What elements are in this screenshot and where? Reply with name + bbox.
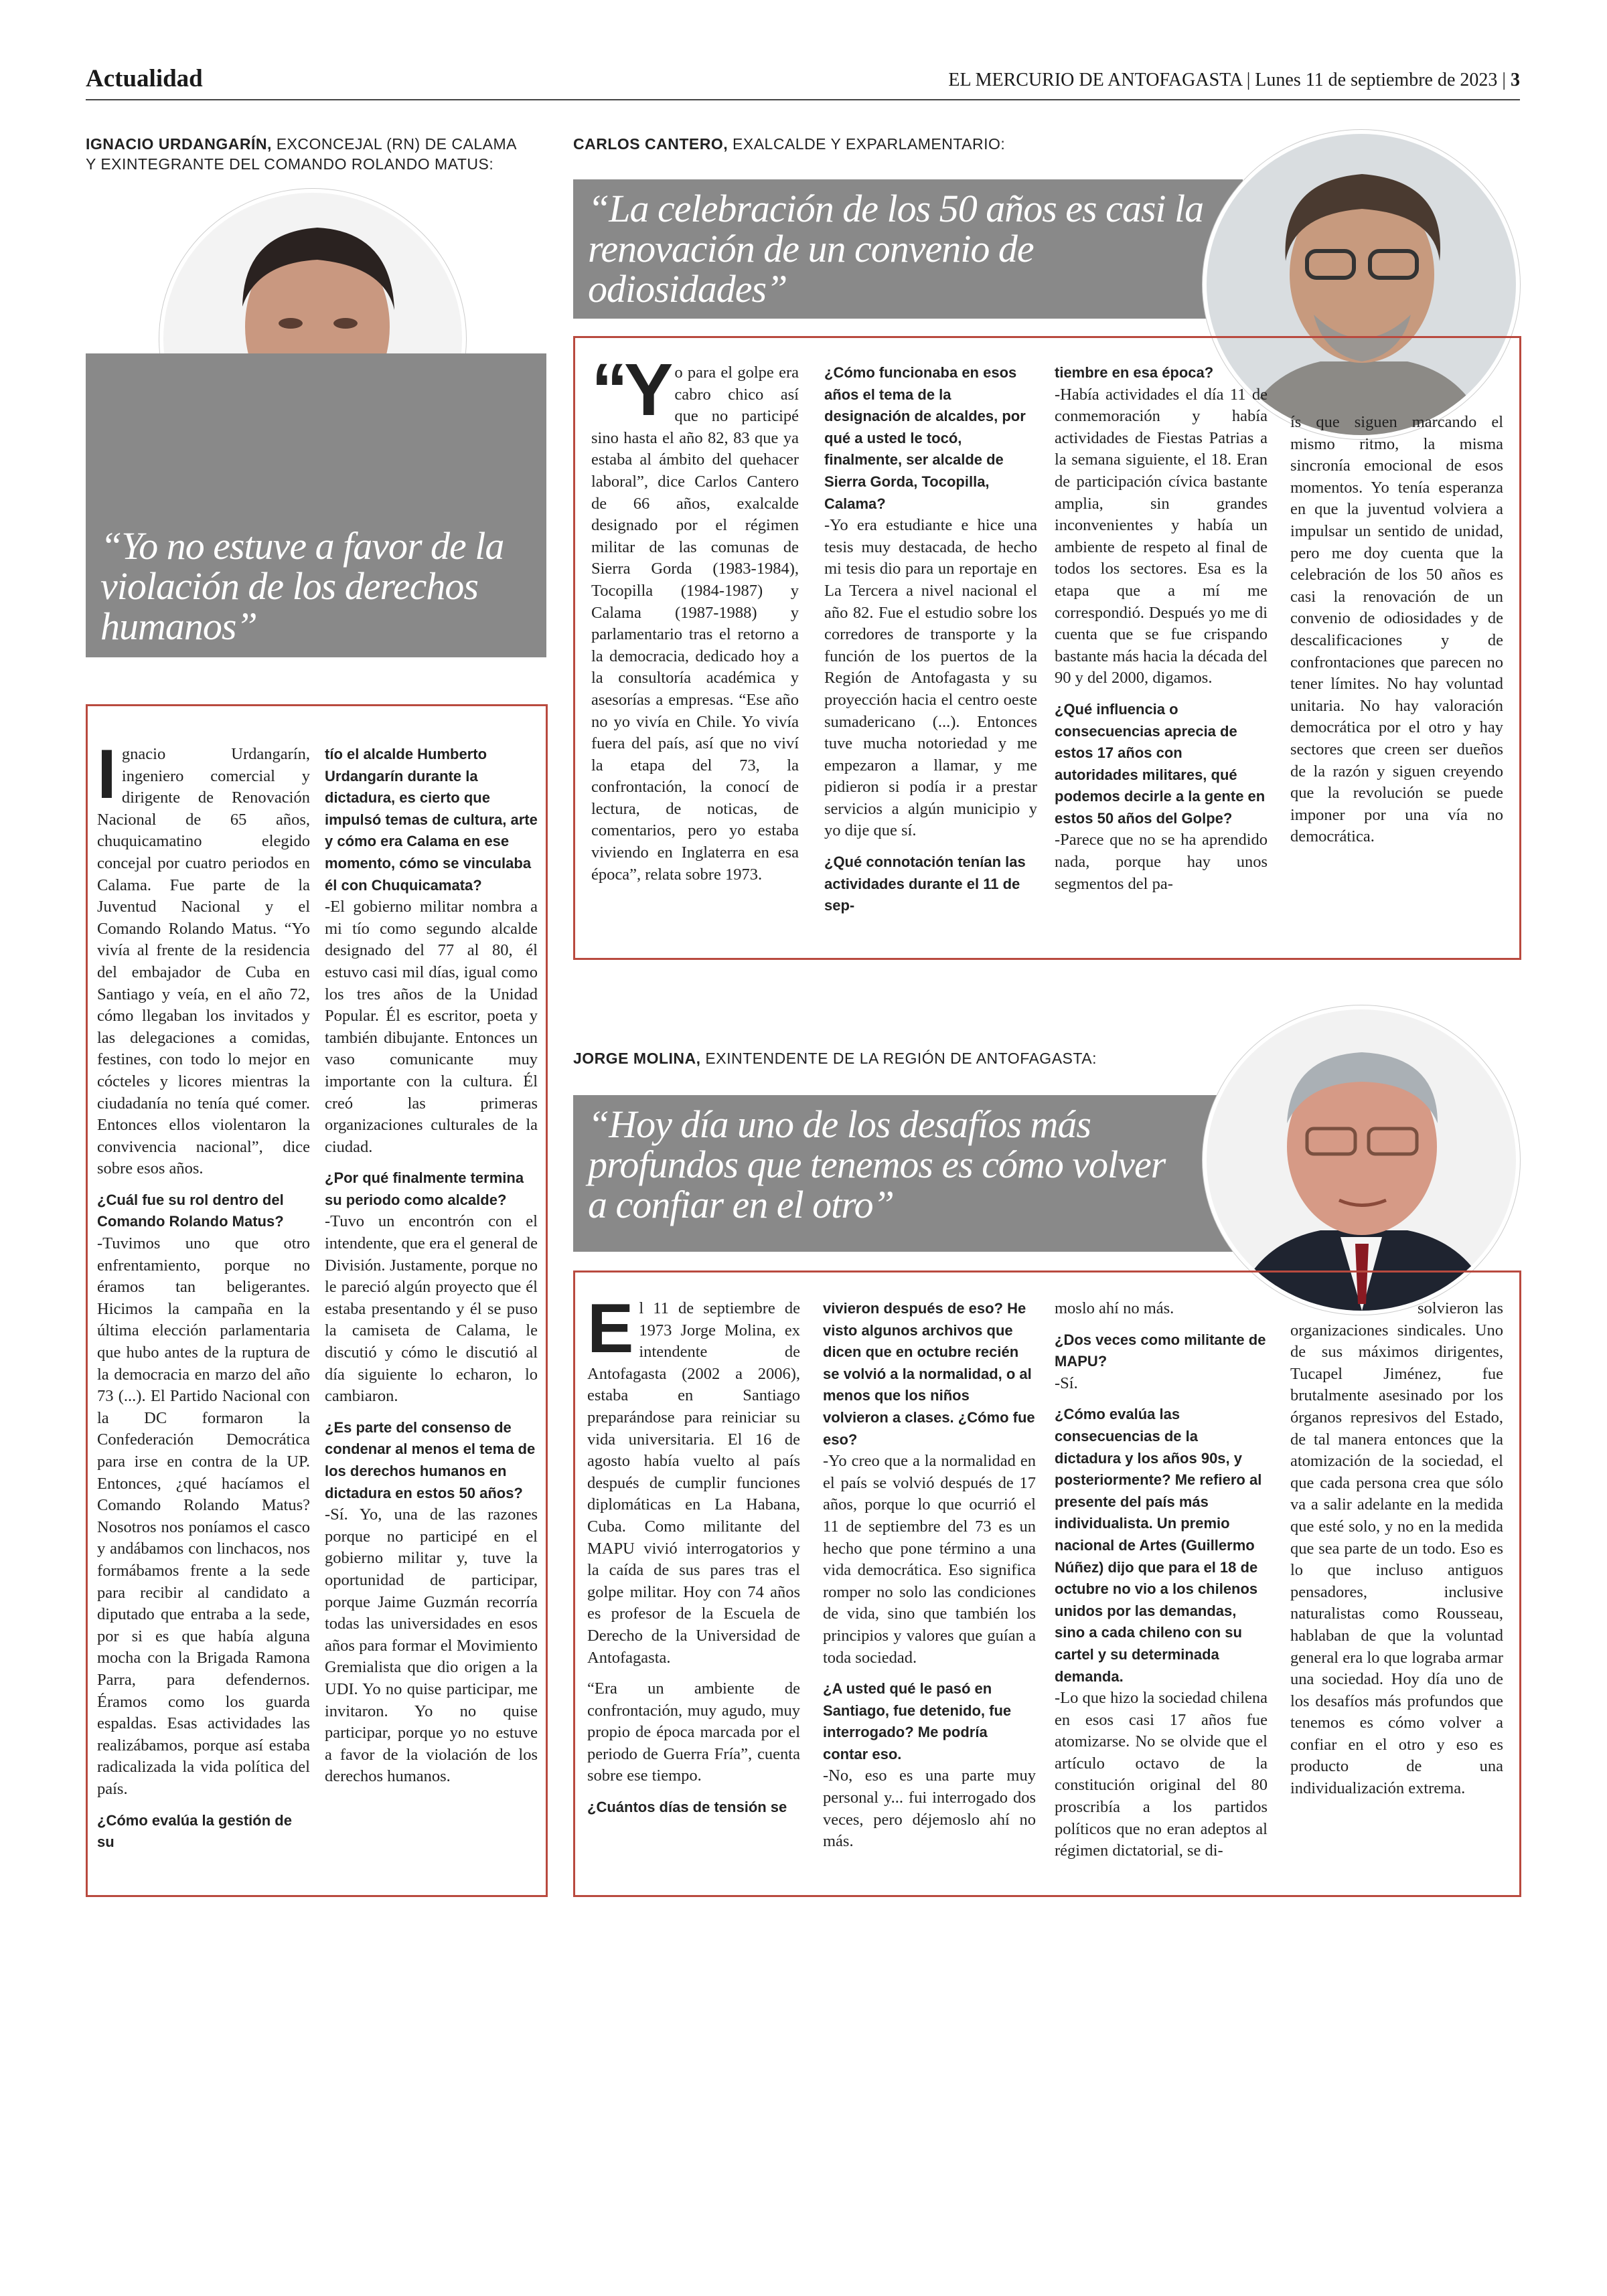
divider: | xyxy=(1246,70,1255,90)
portrait-molina xyxy=(1203,1005,1520,1315)
pull-quote-molina xyxy=(573,1095,1243,1252)
question: ¿Es parte del consenso de condenar al menos el tema de los derechos humanos en dictadura en estos 50 años? xyxy=(325,1418,536,1501)
byline-name: CARLOS CANTERO, xyxy=(573,135,729,153)
byline-role: EXINTENDENTE DE LA REGIÓN DE ANTOFAGASTA: xyxy=(705,1050,1097,1067)
divider: | xyxy=(1502,70,1511,90)
byline-name: IGNACIO URDANGARÍN, xyxy=(86,135,272,153)
question: ¿Por qué finalmente termina su periodo como alcalde? xyxy=(325,1169,524,1208)
article-box-urdangarin xyxy=(86,704,548,1897)
paragraph: -Tuvo un encontrón con el intendente, que era el general de División. Justamente, porque no le pareció algún proyecto que él estaba presentando y él se puso la camiseta de Calama, le discutió y cómo le discutió al día siguiente lo echaron, lo cambiaron. xyxy=(325,1212,538,1406)
page-number: 3 xyxy=(1511,70,1520,90)
drop-cap: I xyxy=(97,736,117,813)
article-box-molina xyxy=(573,1270,1521,1897)
question: ¿A usted qué le pasó en Santiago, fue detenido, fue interrogado? Me podría contar eso. xyxy=(823,1680,1012,1762)
paragraph: -El gobierno militar nombra a mi tío como segundo alcalde designado del 77 al 80, él estuvo casi mil días, igual como los tres años de la Unidad Popular. Él es escritor, poeta y también dibujante. Entonces un vaso comunicante muy importante con la cultura. Él creó las primeras organizaciones culturales de la ciudad. xyxy=(325,898,538,1156)
paragraph: “Era un ambiente de confrontación, muy agudo, muy propio de época marcada por el periodo de Guerra Fría”, cuenta sobre ese tiempo. xyxy=(587,1679,800,1785)
question: ¿Cómo evalúa las consecuencias de la dictadura y los años 90s, y posteriormente? Me refiero al presente del país más individualista. Un premio nacional de Artes (Guillermo Núñez) dijo que para el 18 de octubre no vio a los chilenos unidos por las demandas, sino a cada chileno con su cartel y su determinada demanda. xyxy=(1055,1406,1262,1685)
question: ¿Qué influencia o consecuencias aprecia de estos 17 años con autoridades militares, qué podemos decirle a la gente en estos 50 años del Golpe? xyxy=(1055,700,1266,827)
quote-text: “Hoy día uno de los desafíos más profundos que tenemos es cómo volver a confiar en el otro” xyxy=(588,1102,1166,1226)
masthead xyxy=(948,70,1520,91)
paragraph: gnacio Urdangarín, ingeniero comercial y dirigente de Renovación Nacional de 65 años, chuquicamatino elegido concejal por cuatro periodos en Calama. Fue parte de la Juventud Nacional y el Comando Rolando Matus. “Yo vivía al frente de la residencia del embajador de Cuba en Santiago y veía, en el año 72, cómo llegaban los invitados y las delegaciones a comidas, festines, con todo lo mejor en cócteles y licores mientras la ciudadanía no tenía qué comer. Entonces ellos violentaron la convivencia nacional”, dice sobre esos años. xyxy=(97,745,310,1178)
column-3 xyxy=(1055,362,1268,895)
column-1 xyxy=(97,736,310,1854)
column-2 xyxy=(325,744,538,1788)
column-3 xyxy=(1055,1298,1268,1862)
byline-role: EXALCALDE Y EXPARLAMENTARIO: xyxy=(733,135,1006,153)
paragraph: -No, eso es una parte muy personal y... fui interrogado dos veces, pero déjemoslo ahí no más. xyxy=(823,1767,1036,1851)
byline-molina xyxy=(573,1048,1176,1068)
quote-text: “La celebración de los 50 años es casi la renovación de un convenio de odiosidades” xyxy=(588,187,1204,311)
paragraph: moslo ahí no más. xyxy=(1055,1299,1174,1317)
header-rule xyxy=(86,99,1520,100)
paragraph: l 11 de septiembre de 1973 Jorge Molina, ex intendente de Antofagasta (2002 a 2006), estaba en Santiago preparándose para reiniciar su vida universitaria. El 16 de agosto había vuelto al país después de cumplir funciones diplomáticas en La Habana, Cuba. Como militante del MAPU vivió interrogatorios y la caída de sus pares tras el golpe militar. Hoy con 74 años es profesor de la Escuela de Derecho de la Universidad de Antofagasta. xyxy=(587,1299,800,1667)
question: tío el alcalde Humberto Urdangarín durante la dictadura, es cierto que impulsó temas de cultura, arte y cómo era Calama en ese momento, cómo se vinculaba él con Chuquicamata? xyxy=(325,746,538,894)
quote-text: “Yo no estuve a favor de la violación de los derechos humanos” xyxy=(100,524,504,648)
paragraph: -Yo era estudiante e hice una tesis muy destacada, de hecho mi tesis dio para un reportaje en La Tercera a nivel nacional el año 82. Fue el estudio sobre los corredores de transporte y la función de los puertos de la Región de Antofagasta y su proyección hacia el centro oeste sumadericano (...). Entonces tuve mucha notoriedad y me empezaron a llamar, y me pidieron si podía ir a prestar servicios a algún municipio y yo dije que sí. xyxy=(824,516,1037,840)
drop-cap: E xyxy=(587,1290,634,1368)
column-2 xyxy=(824,362,1037,917)
column-1 xyxy=(591,349,799,886)
paragraph: ís que siguen marcando el mismo ritmo, la misma sincronía emocional de esos momentos. Yo tenía esperanza en que la juventud volviera a impulsar un sentido de unidad, pero me doy cuenta que la celebración de los 50 años es casi la renovación de un convenio de odiosidades y de descalificaciones y de confrontaciones que parecen no tener límites. No hay voluntad unitaria. No hay valoración democrática por el otro y hay sectores que creen ser dueños de la razón y siguen creyendo que la revolución se puede imponer por una vía no democrática. xyxy=(1290,413,1503,846)
question: vivieron después de eso? He visto algunos archivos que dicen que en octubre recién se volvió a la normalidad, o al menos que los niños volvieron a clases. ¿Cómo fue eso? xyxy=(823,1300,1035,1448)
paragraph: -Tuvimos uno que otro enfrentamiento, porque no éramos tan beligerantes. Hicimos la campaña en la última elección parlamentaria que hubo antes de la ruptura de la democracia en marzo del año 73 (...). El Partido Nacional con la DC formaron la Confederación Democrática para irse en contra de la UP. Entonces, ¿qué hacíamos el Comando Rolando Matus? Nosotros nos poníamos el casco y andábamos con linchacos, nos formábamos frente a la sede para recibir al candidato a diputado que entraba a la sede, por si es que había alguna mocha con la Brigada Ramona Parra, para defendernos. Éramos como los guarda espaldas. Esas actividades las realizábamos, porque así estaba radicalizada la vida política del país. xyxy=(97,1234,310,1798)
paragraph: o para el golpe era cabro chico así que no participé sino hasta el año 82, 83 que ya estaba al ámbito del quehacer laboral”, dice Carlos Cantero de 66 años, exalcalde designado por el régimen militar de las comunas de Sierra Gorda (1983-1984), Tocopilla (1984-1987) y Calama (1987-1988) y parlamentario tras el retorno a la democracia, dedicado hoy a la consultoría académica y asesorías a empresas. “Ese año no yo vivía en Chile. Yo vivía fuera del país, así que no viví la etapa del 73, la confrontación, la conocí de lectura, de noticas, de comentarios, pero yo estaba viviendo en Inglaterra en esa época”, relata sobre 1973. xyxy=(591,363,799,884)
paragraph: -Lo que hizo la sociedad chilena en esos casi 17 años fue atomizarse. No se olvide que el artículo octavo de la constitución original del 80 proscribía a los partidos políticos que no eran adeptos al régimen dictatorial, se di- xyxy=(1055,1689,1268,1860)
question: ¿Cómo funcionaba en esos años el tema de la designación de alcaldes, por qué a usted le tocó, finalmente, ser alcalde de Sierra Gorda, Tocopilla, Calama? xyxy=(824,364,1026,512)
pull-quote-urdangarin xyxy=(86,353,546,657)
paragraph: -Yo creo que a la normalidad en el país se volvió después de 17 años, porque lo que ocurrió el 11 de septiembre del 73 es un hecho que pone término a una vida democrática. Eso significa romper no solo las condiciones de vida, sino que también los principios y valores que guían a toda sociedad. xyxy=(823,1452,1036,1667)
pull-quote-cantero xyxy=(573,179,1243,319)
paragraph: -Sí. xyxy=(1055,1374,1078,1392)
paragraph: -Parece que no se ha aprendido nada, porque hay unos segmentos del pa- xyxy=(1055,831,1268,893)
column-4 xyxy=(1290,412,1503,848)
byline-cantero xyxy=(573,134,1176,154)
column-1 xyxy=(587,1290,800,1819)
paragraph: -Había actividades el día 11 de conmemoración y había actividades de Fiestas Patrias a la semana siguiente, el 18. Eran de participación cívica bastante amplia, sin grandes inconvenientes y había un ambiente de respeto al final de todos los sectores. Esa es la etapa que a mí me correspondió. Después yo me di cuenta que se fue crispando bastante más hacia la década del 90 y del 2000, digamos. xyxy=(1055,385,1268,687)
paragraph: solvieron las organizaciones sindicales. Uno de sus máximos dirigentes, Tucapel Jiménez, fue brutalmente asesinado por los órganos represivos del Estado, de tal manera entonces que la atomización de la sociedad, el que cada persona crea que sólo va a salir adelante en la medida que esté solo, y no en la medida que sea parte de un todo. Eso es lo que incluso antiguos pensadores, inclusive naturalistas como Rousseau, hablaban de que la voluntad general era lo que lograba armar una sociedad. Hoy día uno de los desafíos más profundos que tenemos es cómo volver a confiar en el otro y eso es producto de una individualización extrema. xyxy=(1290,1299,1503,1798)
question: ¿Cómo evalúa la gestión de su xyxy=(97,1811,292,1851)
opening-quote: “Y xyxy=(591,349,670,431)
column-2 xyxy=(823,1298,1036,1853)
paragraph: -Sí. Yo, una de las razones porque no participé en el gobierno militar y, tuve la oportunidad de participar, porque Jaime Guzmán recorría todas las universidades en esos años para formar el Movimiento Gremialista que dio origen a la UDI. Yo no quise participar, me invitaron. Yo no quise participar, porque yo no estuve a favor de la violación de los derechos humanos. xyxy=(325,1505,538,1786)
question: tiembre en esa época? xyxy=(1055,364,1214,381)
byline-name: JORGE MOLINA, xyxy=(573,1050,701,1067)
article-box-cantero xyxy=(573,336,1521,960)
question: ¿Qué connotación tenían las actividades durante el 11 de sep- xyxy=(824,853,1026,914)
question: ¿Cuántos días de tensión se xyxy=(587,1799,787,1816)
question: ¿Cuál fue su rol dentro del Comando Rolando Matus? xyxy=(97,1191,284,1230)
question: ¿Dos veces como militante de MAPU? xyxy=(1055,1331,1266,1370)
byline-role: EXCONCEJAL (RN) DE CALAMA Y EXINTEGRANTE DEL COMANDO ROLANDO MATUS: xyxy=(86,135,516,173)
byline-urdangarin xyxy=(86,134,521,174)
column-4 xyxy=(1290,1298,1503,1800)
issue-date: Lunes 11 de septiembre de 2023 xyxy=(1255,70,1498,90)
paper-name: EL MERCURIO DE ANTOFAGASTA xyxy=(948,70,1242,90)
section-title: Actualidad xyxy=(86,65,203,92)
